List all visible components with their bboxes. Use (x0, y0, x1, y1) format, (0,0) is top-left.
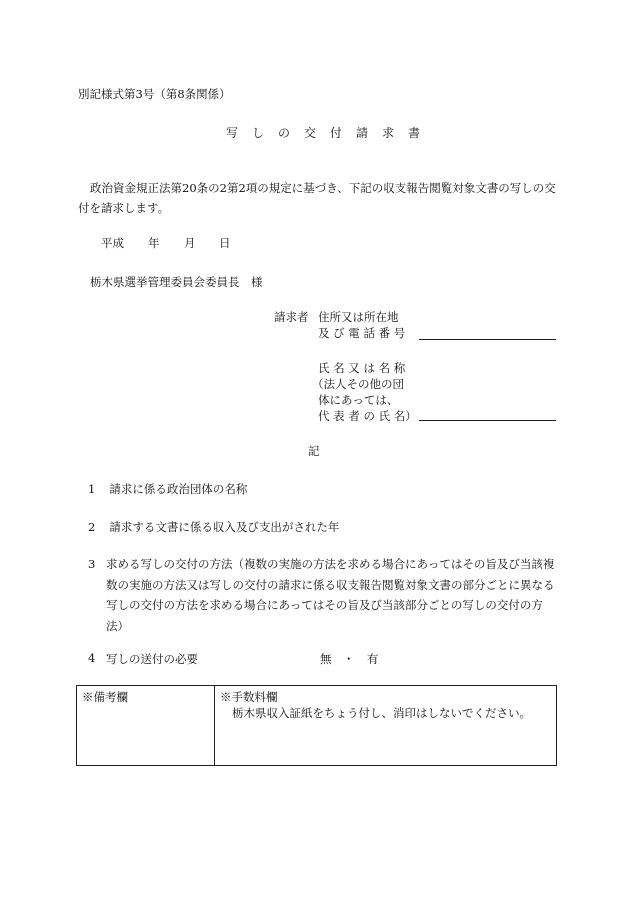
delivery-option-separator: ・ (343, 652, 355, 666)
delivery-option-yes: 有 (367, 652, 379, 666)
notes-table (76, 685, 557, 766)
item-text: 写しの送付の必要 (106, 652, 198, 666)
fee-label: ※手数料欄 (220, 690, 278, 704)
name-label-3: 体にあっては、 (318, 393, 399, 407)
ki-heading: 記 (308, 444, 320, 458)
requester-label: 請求者 (274, 310, 309, 324)
remarks-cell (77, 686, 215, 766)
delivery-option-no: 無 (320, 652, 332, 666)
address-label-1: 住所又は所在地 (318, 310, 399, 324)
item-number: 4 (88, 651, 96, 665)
fee-cell (215, 686, 557, 766)
intro-paragraph (78, 178, 558, 218)
item-number: 3 (88, 557, 96, 571)
date-era: 平成 (101, 236, 124, 250)
item-1 (88, 481, 247, 497)
item-text: 請求に係る政治団体の名称 (109, 482, 248, 496)
item-2 (88, 519, 339, 535)
remarks-label: ※備考欄 (82, 690, 128, 704)
date-day: 日 (219, 236, 231, 250)
page-title: 写 し の 交 付 請 求 書 (226, 126, 422, 140)
item-number: 1 (88, 482, 96, 496)
intro-text: 政治資金規正法第20条の2第2項の規定に基づき、下記の収支報告閲覧対象文書の写しの交付を請求します。 (78, 181, 556, 215)
name-underline (419, 420, 556, 421)
name-label-1: 氏 名 又 は 名 称 (318, 361, 406, 375)
date-year: 年 (148, 236, 160, 250)
addressee: 栃木県選挙管理委員会委員長 様 (90, 275, 263, 289)
address-underline (419, 339, 556, 340)
item-text: 求める写しの交付の方法（複数の実施の方法を求める場合にあってはその旨及び当該複数の実施の方法又は写しの交付の請求に係る収支報告閲覧対象文書の部分ごとに異なる写しの交付の方法を求める場合にあってはその旨及び当該部分ごとの写しの交付の方法） (106, 557, 555, 633)
fee-instruction: 栃木県収入証紙をちょう付し、消印はしないでください。 (232, 706, 531, 720)
item-3 (82, 554, 570, 636)
item-text: 請求する文書に係る収入及び支出がされた年 (109, 520, 340, 534)
form-number: 別記様式第3号（第8条関係） (78, 87, 231, 101)
address-label-2: 及 び 電 話 番 号 (318, 326, 406, 340)
name-label-2: （法人その他の団 (312, 377, 404, 391)
date-month: 月 (184, 236, 196, 250)
item-number: 2 (88, 520, 96, 534)
name-label-4: 代 表 者 の 氏 名） (318, 409, 417, 423)
